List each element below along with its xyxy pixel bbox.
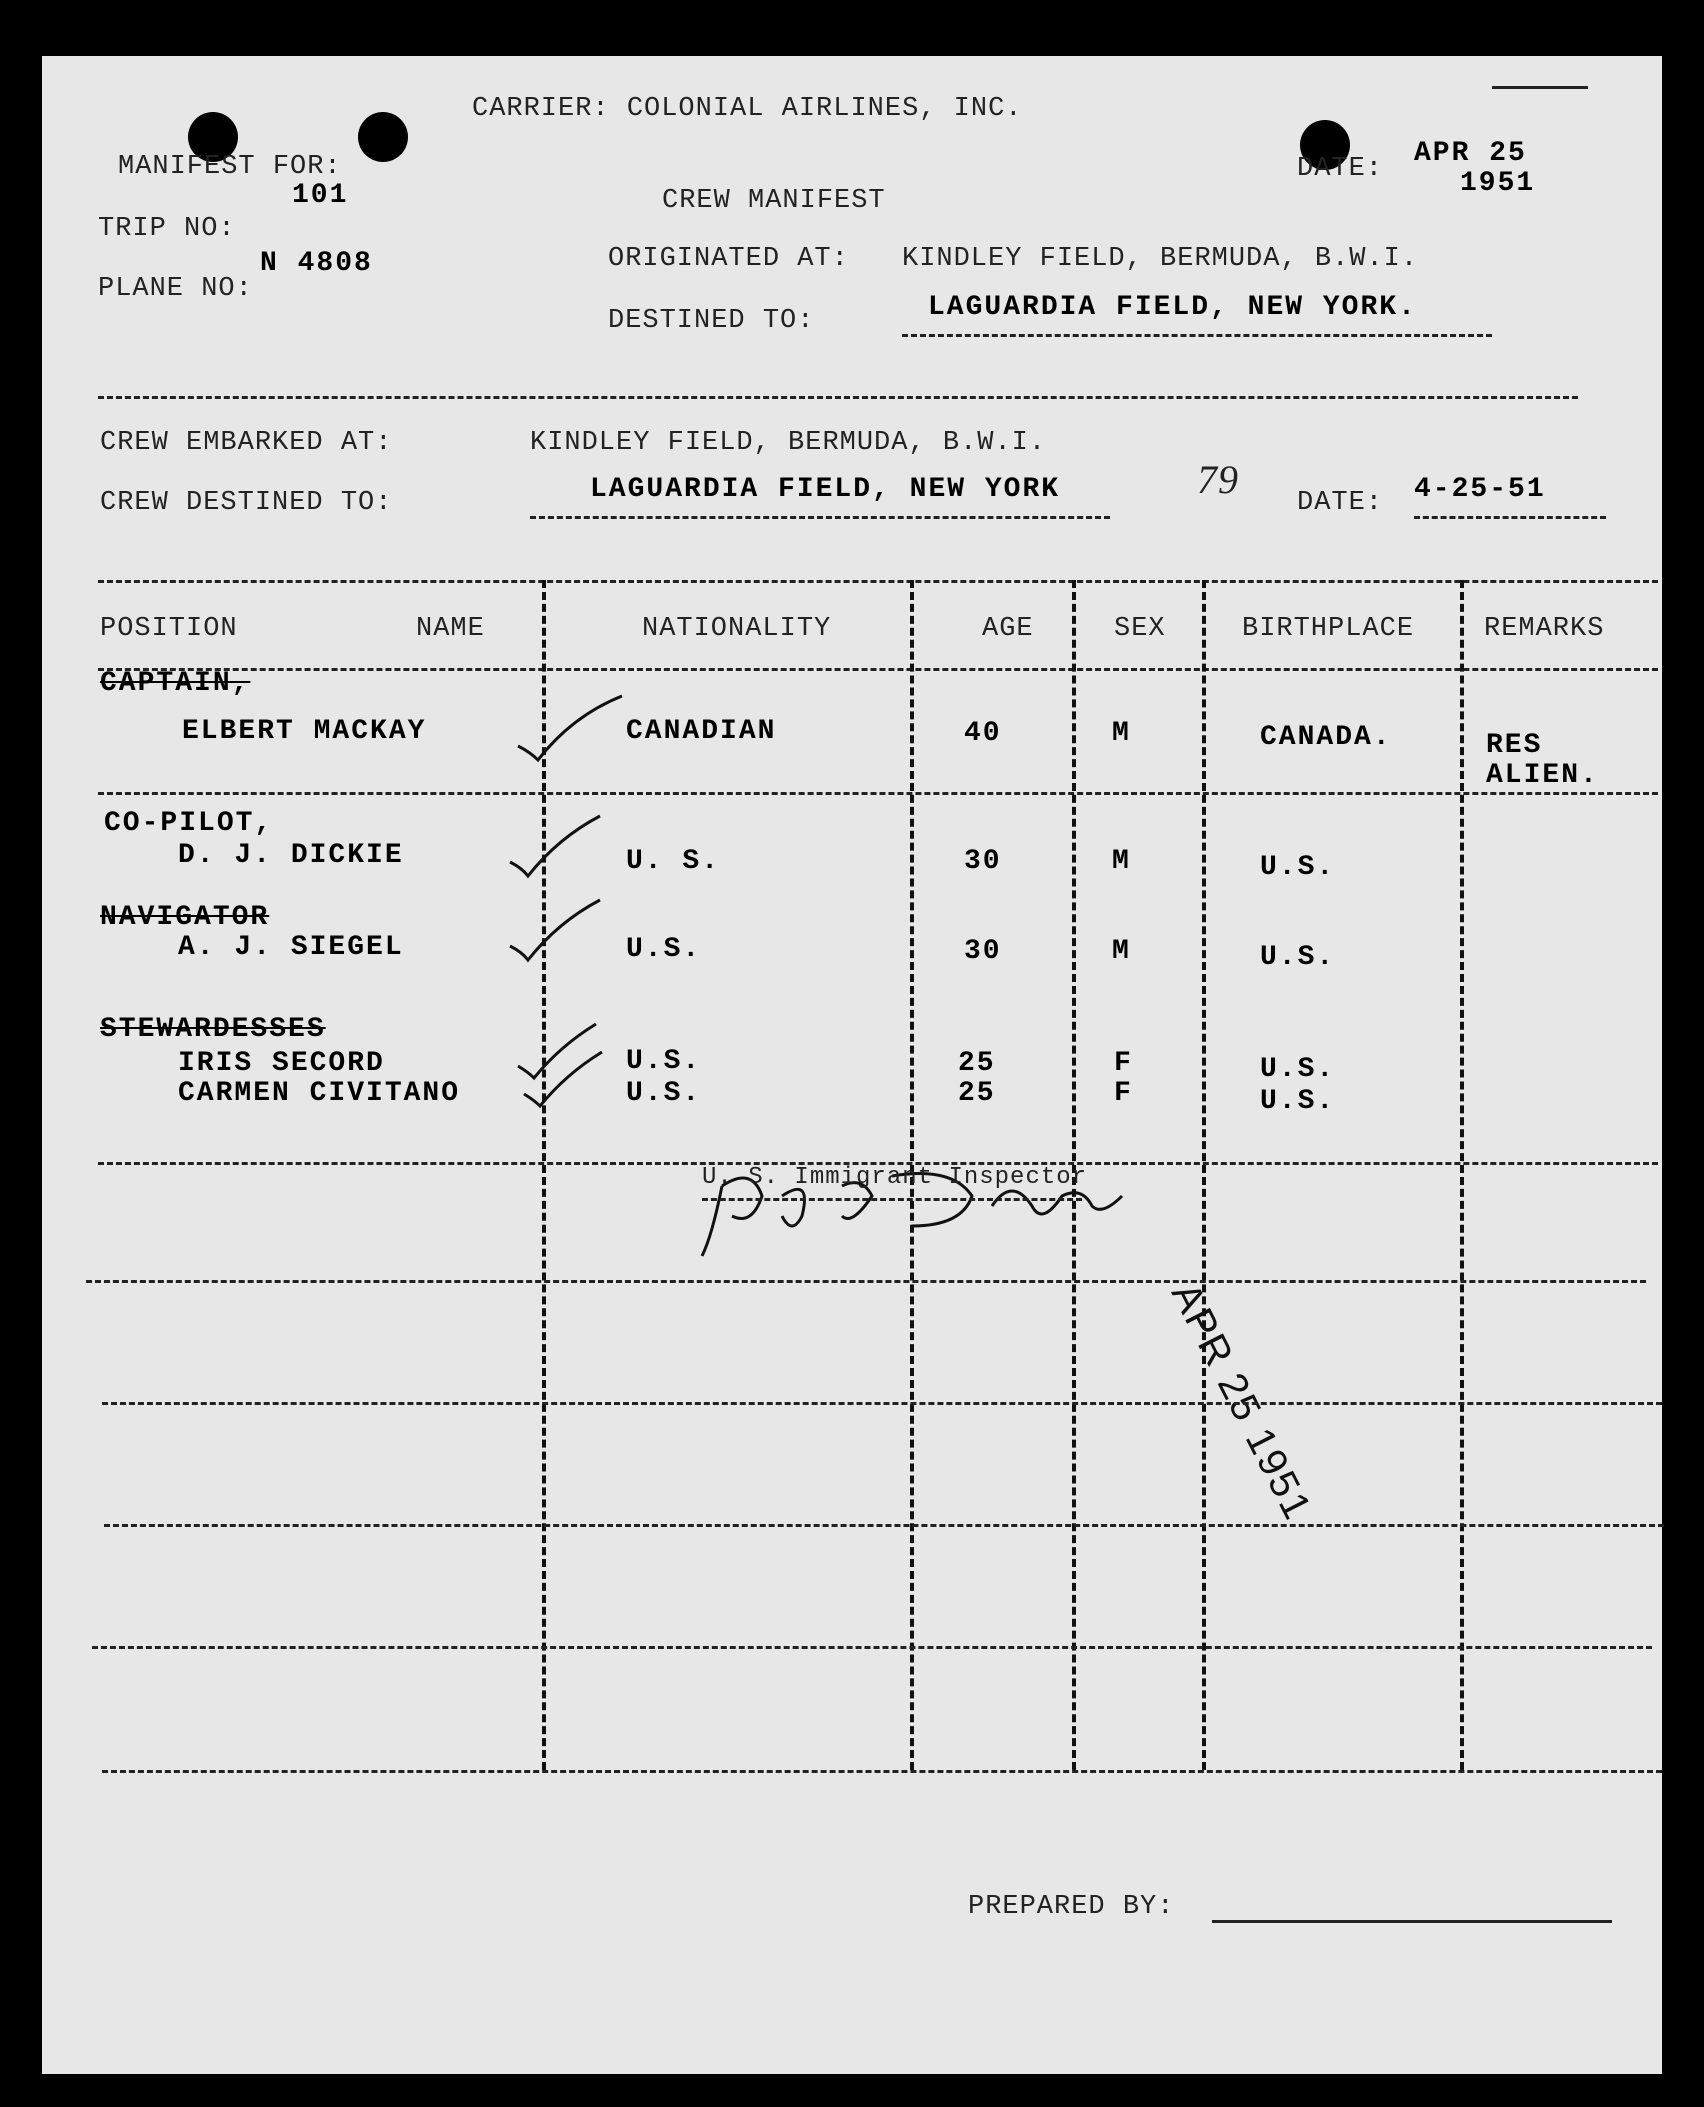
handwritten-number: 79 [1197,457,1239,502]
crew-date-label: DATE: [1297,488,1384,518]
position-captain: CAPTAIN, [100,668,251,699]
crew-age: 40 [964,718,1002,749]
check-mark [504,808,614,888]
row-divider [98,792,1658,795]
crew-age: 30 [964,846,1002,877]
crew-birthplace: U.S. [1260,852,1336,883]
crew-nationality: CANADIAN [626,716,777,747]
crew-birthplace: U.S. [1260,1054,1336,1085]
crew-date-value: 4-25-51 [1414,474,1546,505]
crew-embarked-value: KINDLEY FIELD, BERMUDA, B.W.I. [530,428,1047,458]
col-header-age: AGE [982,614,1034,644]
date-value-year: 1951 [1460,168,1536,199]
trip-no-label: TRIP NO: [98,214,236,244]
date-stamp: APR 25 1951 [1162,1276,1321,1528]
crew-nationality: U. S. [626,846,721,877]
col-header-birthplace: BIRTHPLACE [1242,614,1415,644]
crew-sex: M [1112,718,1131,749]
crew-age: 25 [958,1078,996,1109]
inspector-title: U. S. Immigrant Inspector [702,1164,1088,1191]
position-copilot: CO-PILOT, [104,808,274,839]
col-header-nationality: NATIONALITY [642,614,832,644]
crew-remarks: RES [1486,730,1543,761]
crew-name: ELBERT MACKAY [182,716,427,747]
divider [98,396,1578,399]
manifest-for-label: MANIFEST FOR: [118,152,342,182]
date-label: DATE: [1297,154,1384,184]
date-value-day: APR 25 [1414,138,1527,169]
originated-value: KINDLEY FIELD, BERMUDA, B.W.I. [902,244,1419,274]
crew-sex: M [1112,846,1131,877]
crew-age: 30 [964,936,1002,967]
position-stewardesses: STEWARDESSES [100,1014,326,1045]
destined-label: DESTINED TO: [608,306,815,336]
punch-hole [358,112,408,162]
destined-underline [902,334,1492,337]
plane-no-label: PLANE NO: [98,274,253,304]
col-divider [1202,580,1206,1770]
carrier-line: CARRIER: COLONIAL AIRLINES, INC. [472,94,1023,124]
row-divider [102,1402,1662,1405]
row-divider [86,1280,1646,1283]
crew-destined-underline [530,516,1110,519]
col-header-position: POSITION [100,614,238,644]
crew-name: CARMEN CIVITANO [178,1078,461,1109]
crew-birthplace: U.S. [1260,1086,1336,1117]
prepared-by-line [1212,1920,1612,1923]
prepared-by-label: PREPARED BY: [968,1892,1175,1922]
row-divider [104,1524,1664,1527]
crew-birthplace: U.S. [1260,942,1336,973]
check-mark [504,892,614,972]
manifest-page [42,56,1662,2074]
document-title: CREW MANIFEST [662,186,886,216]
crew-nationality: U.S. [626,1046,702,1077]
crew-remarks: ALIEN. [1486,760,1599,791]
row-divider [92,1646,1652,1649]
crew-destined-label: CREW DESTINED TO: [100,488,393,518]
table-top-line [98,580,1658,583]
check-mark [518,1044,618,1124]
crew-name: A. J. SIEGEL [178,932,404,963]
originated-label: ORIGINATED AT: [608,244,849,274]
crew-sex: M [1112,936,1131,967]
crew-destined-value: LAGUARDIA FIELD, NEW YORK [590,474,1061,505]
crew-age: 25 [958,1048,996,1079]
check-mark [512,686,632,766]
col-divider [1460,580,1464,1770]
crew-name: D. J. DICKIE [178,840,404,871]
row-divider [98,1162,1658,1165]
plane-no-value: N 4808 [260,248,373,279]
col-header-remarks: REMARKS [1484,614,1605,644]
date-underline [1492,86,1588,89]
crew-sex: F [1114,1048,1133,1079]
col-header-sex: SEX [1114,614,1166,644]
col-header-name: NAME [416,614,485,644]
crew-date-underline [1414,516,1606,519]
crew-nationality: U.S. [626,1078,702,1109]
manifest-for-value: 101 [292,180,349,211]
crew-embarked-label: CREW EMBARKED AT: [100,428,393,458]
crew-sex: F [1114,1078,1133,1109]
destined-value: LAGUARDIA FIELD, NEW YORK. [928,292,1417,323]
crew-birthplace: CANADA. [1260,722,1392,753]
position-navigator: NAVIGATOR [100,902,270,933]
row-divider [102,1770,1662,1773]
header-underline [98,668,1658,671]
signature-line [702,1198,1082,1201]
crew-nationality: U.S. [626,934,702,965]
crew-name: IRIS SECORD [178,1048,385,1079]
